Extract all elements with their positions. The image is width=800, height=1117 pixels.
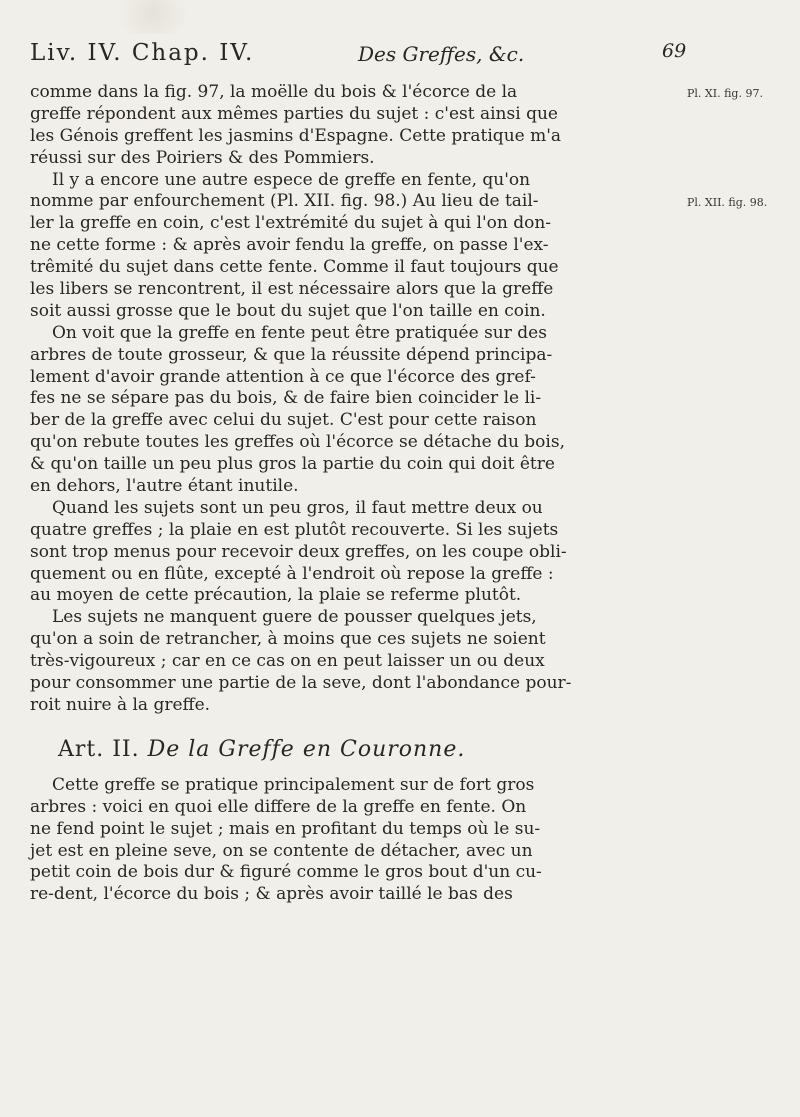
text-line: nomme par enfourchement (Pl. XII. fig. 98.) Au lieu de tail-: [30, 191, 539, 212]
text-line: re-dent, l'écorce du bois ; & après avoir taillé le bas des: [30, 884, 513, 905]
margin-note-fig98: Pl. XII. fig. 98.: [687, 196, 768, 209]
text-line: ler la greffe en coin, c'est l'extrémité du sujet à qui l'on don-: [30, 213, 552, 234]
text-line: quement ou en flûte, excepté à l'endroit où repose la greffe :: [30, 563, 554, 584]
text-line: ber de la greffe avec celui du sujet. C'est pour cette raison: [30, 410, 537, 431]
text-line: roit nuire à la greffe.: [30, 694, 211, 715]
text-line: On voit que la greffe en fente peut être pratiquée sur des: [52, 322, 547, 343]
text-line: Quand les sujets sont un peu gros, il faut mettre deux ou: [52, 497, 543, 518]
text-line: réussi sur des Poiriers & des Pommiers.: [30, 147, 375, 168]
article-heading: [30, 733, 680, 767]
page-number: 69: [662, 40, 687, 62]
text-line: les libers se rencontrent, il est nécessaire alors que la greffe: [30, 279, 554, 300]
text-line: Les sujets ne manquent guere de pousser quelques jets,: [52, 607, 537, 628]
body-text: [30, 82, 680, 906]
text-line: Il y a encore une autre espece de greffe en fente, qu'on: [52, 169, 531, 190]
text-line: trêmité du sujet dans cette fente. Comme il faut toujours que: [30, 257, 559, 278]
text-line: ne fend point le sujet ; mais en profitant du temps où le su-: [30, 818, 541, 839]
margin-note-fig97: Pl. XI. fig. 97.: [687, 87, 763, 100]
section-gap: [30, 717, 680, 733]
text-line: quatre greffes ; la plaie en est plutôt recouverte. Si les sujets: [30, 519, 559, 540]
text-line: arbres : voici en quoi elle differe de la greffe en fente. On: [30, 796, 527, 817]
text-line: très-vigoureux ; car en ce cas on en peut laisser un ou deux: [30, 651, 545, 672]
text-line: au moyen de cette précaution, la plaie se referme plutôt.: [30, 585, 522, 606]
text-line: greffe répondent aux mêmes parties du sujet : c'est ainsi que: [30, 103, 558, 124]
text-line: soit aussi grosse que le bout du sujet que l'on taille en coin.: [30, 300, 546, 321]
section-gap: [30, 767, 680, 775]
article-title: De la Greffe en Couronne.: [147, 736, 466, 762]
text-line: qu'on a soin de retrancher, à moins que ces sujets ne soient: [30, 629, 546, 650]
text-line: jet est en pleine seve, on se contente de détacher, avec un: [30, 840, 533, 861]
text-line: les Génois greffent les jasmins d'Espagne. Cette pratique m'a: [30, 125, 562, 146]
text-line: en dehors, l'autre étant inutile.: [30, 476, 299, 497]
text-line: petit coin de bois dur & figuré comme le gros bout d'un cu-: [30, 862, 542, 883]
text-line: arbres de toute grosseur, & que la réussite dépend principa-: [30, 344, 553, 365]
text-line: & qu'on taille un peu plus gros la partie du coin qui doit être: [30, 454, 555, 475]
chapter-heading: Liv. IV. Chap. IV.: [30, 40, 255, 66]
section-title: Des Greffes, &c.: [358, 42, 525, 66]
article-label: Art. II.: [58, 736, 140, 762]
text-line: sont trop menus pour recevoir deux greffes, on les coupe obli-: [30, 541, 567, 562]
text-line: pour consommer une partie de la seve, dont l'abondance pour-: [30, 673, 572, 694]
text-line: qu'on rebute toutes les greffes où l'écorce se détache du bois,: [30, 432, 565, 453]
running-header: [30, 40, 687, 74]
text-line: ne cette forme : & après avoir fendu la greffe, on passe l'ex-: [30, 235, 549, 256]
text-line: Cette greffe se pratique principalement sur de fort gros: [52, 774, 535, 795]
text-line: comme dans la fig. 97, la moëlle du bois & l'écorce de la: [30, 82, 518, 102]
text-line: lement d'avoir grande attention à ce que l'écorce des gref-: [30, 366, 536, 387]
text-line: fes ne se sépare pas du bois, & de faire bien coincider le li-: [30, 388, 542, 409]
paper-stain: [108, 0, 198, 34]
